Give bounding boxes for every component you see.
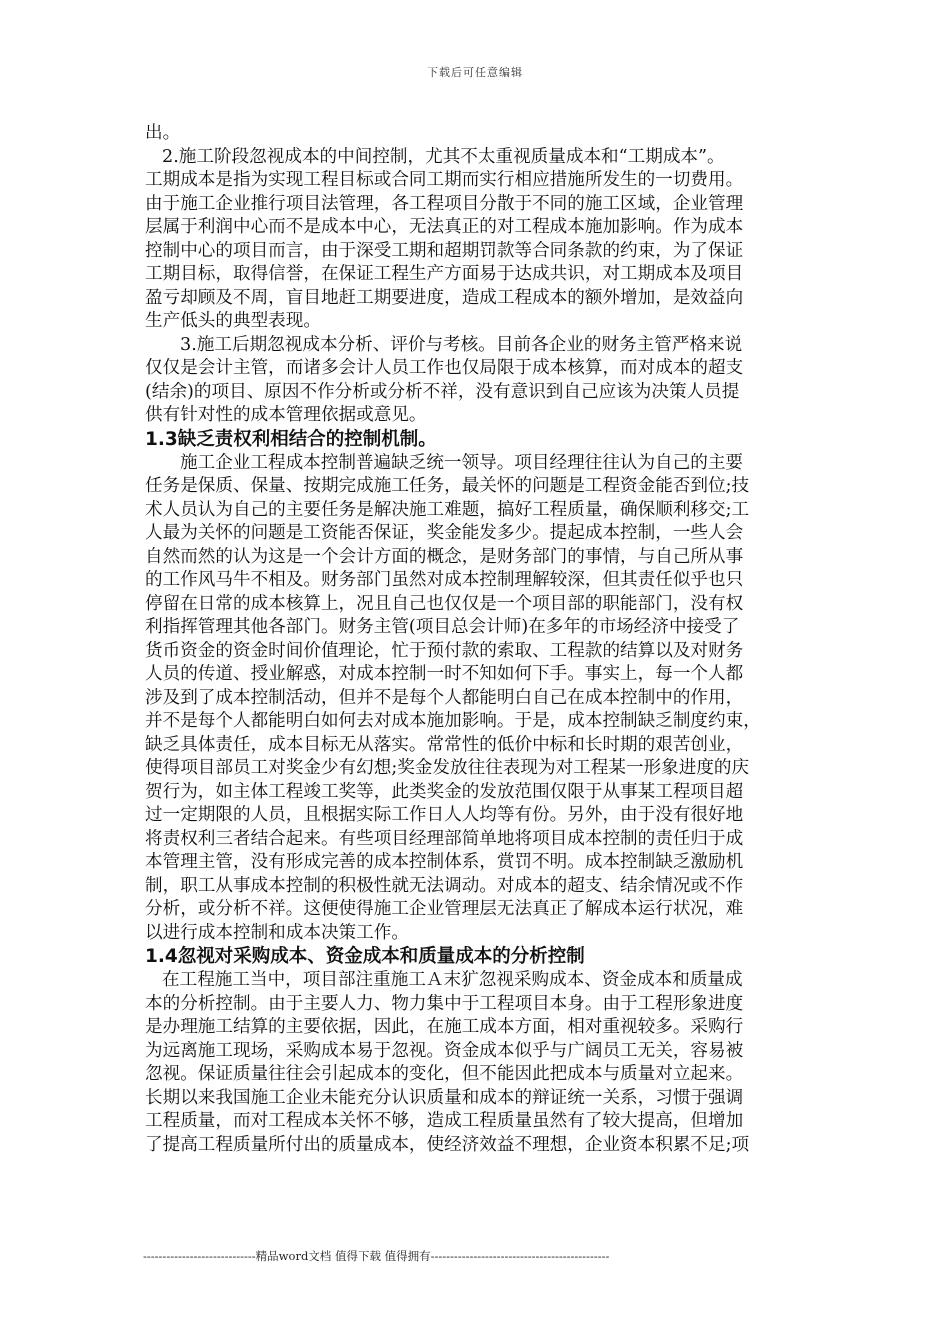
text-line: 工期成本是指为实现工程目标或合同工期而实行相应措施所发生的一切费用。: [145, 170, 744, 190]
text-line: 了提高工程质量所付出的质量成本，使经济效益不理想，企业资本积累不足;项: [145, 1134, 750, 1155]
text-line: 3.施工后期忽视成本分析、评价与考核。目前各企业的财务主管严格来说: [180, 334, 743, 355]
section-heading: 1.3缺乏责权利相结合的控制机制。: [145, 428, 437, 450]
text-line: 缺乏具体责任，成本目标无从落实。常常性的低价中标和长时期的艰苦创业，: [145, 734, 744, 755]
text-line: 在工程施工当中，项目部注重施工Ａ末犷忽视采购成本、资金成本和质量成: [162, 970, 743, 990]
text-line: 分析，或分析不祥。这便使得施工企业管理层无法真正了解成本运行状况，难: [145, 899, 744, 919]
text-line: 利指挥管理其他各部门。财务主管(项目总会计师)在多年的市场经济中接受了: [145, 617, 740, 637]
text-line: 货币资金的资金时间价值理论，忙于预付款的索取、工程款的结算以及对财务: [145, 640, 744, 661]
text-line: 生产低头的典型表现。: [145, 311, 321, 331]
text-line: 为远离施工现场，采购成本易于忽视。资金成本似乎与广阔员工无关，容易被: [145, 1040, 744, 1061]
text-line: 供有针对性的成本管理依据或意见。: [145, 405, 427, 425]
text-line: 并不是每个人都能明白如何去对成本施加影响。于是，成本控制缺乏制度约束，: [145, 711, 761, 731]
text-line: 贺行为，如主体工程竣工奖等，此类奖金的发放范围仅限于从事某工程项目超: [145, 781, 744, 802]
text-line: 人最为关怀的问题是工资能否保证，奖金能发多少。提起成本控制，一些人会: [145, 523, 744, 543]
text-line: 使得项目部员工对奖金少有幻想;奖金发放往往表现为对工程某一形象进度的庆: [145, 758, 750, 778]
text-line: 忽视。保证质量往往会引起成本的变化，但不能因此把成本与质量对立起来。: [145, 1064, 744, 1084]
text-line: 术人员认为自己的主要任务是解决施工难题，搞好工程质量，确保顺利移交;工: [145, 499, 750, 520]
text-line: (结余)的项目、原因不作分析或分析不祥，没有意识到自己应该为决策人员提: [145, 381, 740, 402]
page-header: 下载后可任意编辑: [427, 66, 523, 79]
text-line: 过一定期限的人员，且根据实际工作日人人均等有份。另外，由于没有很好地: [145, 805, 744, 825]
text-line: 本管理主管，没有形成完善的成本控制体系，赏罚不明。成本控制缺乏激励机: [145, 852, 744, 872]
text-line: 本的分析控制。由于主要人力、物力集中于工程项目本身。由于工程形象进度: [145, 993, 744, 1014]
page-footer: -----------------------------精品word文档 值得下载 值得拥有----------------------------------------------: [143, 1249, 610, 1263]
text-line: 工程质量，而对工程成本关怀不够，造成工程质量虽然有了较大提高，但增加: [145, 1111, 744, 1131]
text-line: 任务是保质、保量、按期完成施工任务，最关怀的问题是工程资金能否到位;技: [145, 476, 750, 496]
text-line: 自然而然的认为这是一个会计方面的概念，是财务部门的事情，与自己所从事: [145, 546, 744, 567]
document-body: [145, 122, 815, 1157]
text-line: 将责权利三者结合起来。有些项目经理部简单地将项目成本控制的责任归于成: [145, 828, 744, 849]
text-line: 制，职工从事成本控制的积极性就无法调动。对成本的超支、结余情况或不作: [145, 875, 744, 896]
text-line: 控制中心的项目而言，由于深受工期和超期罚款等合同条款的约束，为了保证: [145, 240, 744, 261]
text-line: 出。: [145, 123, 181, 143]
text-line: 盈亏却顾及不周，盲目地赶工期要进度，造成工程成本的额外增加，是效益向: [145, 287, 744, 308]
section-heading: 1.4忽视对采购成本、资金成本和质量成本的分析控制: [145, 946, 585, 967]
text-line: 停留在日常的成本核算上，况且自己也仅仅是一个项目部的职能部门，没有权: [145, 593, 744, 614]
text-line: 长期以来我国施工企业未能充分认识质量和成本的辩证统一关系，习惯于强调: [145, 1087, 744, 1108]
text-line: 层属于利润中心而不是成本中心，无法真正的对工程成本施加影响。作为成本: [145, 217, 744, 237]
text-line: 的工作风马牛不相及。财务部门虽然对成本控制理解较深，但其责任似乎也只: [145, 570, 744, 590]
text-line: 是办理施工结算的主要依据，因此，在施工成本方面，相对重视较多。采购行: [145, 1017, 744, 1037]
text-line: 2.施工阶段忽视成本的中间控制，尤其不太重视质量成本和“工期成本”。: [162, 146, 725, 167]
text-line: 人员的传道、授业解惑，对成本控制一时不知如何下手。事实上，每一个人都: [145, 664, 744, 684]
text-line: 施工企业工程成本控制普遍缺乏统一领导。项目经理往往认为自己的主要: [180, 452, 744, 473]
text-line: 以进行成本控制和成本决策工作。: [145, 922, 409, 943]
text-line: 涉及到了成本控制活动，但并不是每个人都能明白自己在成本控制中的作用，: [145, 687, 744, 708]
text-line: 仅仅是会计主管，而诸多会计人员工作也仅局限于成本核算，而对成本的超支: [145, 358, 744, 378]
text-line: 由于施工企业推行项目法管理，各工程项目分散于不同的施工区域，企业管理: [145, 193, 744, 214]
text-line: 工期目标，取得信誉，在保证工程生产方面易于达成共识，对工期成本及项目: [145, 264, 744, 284]
